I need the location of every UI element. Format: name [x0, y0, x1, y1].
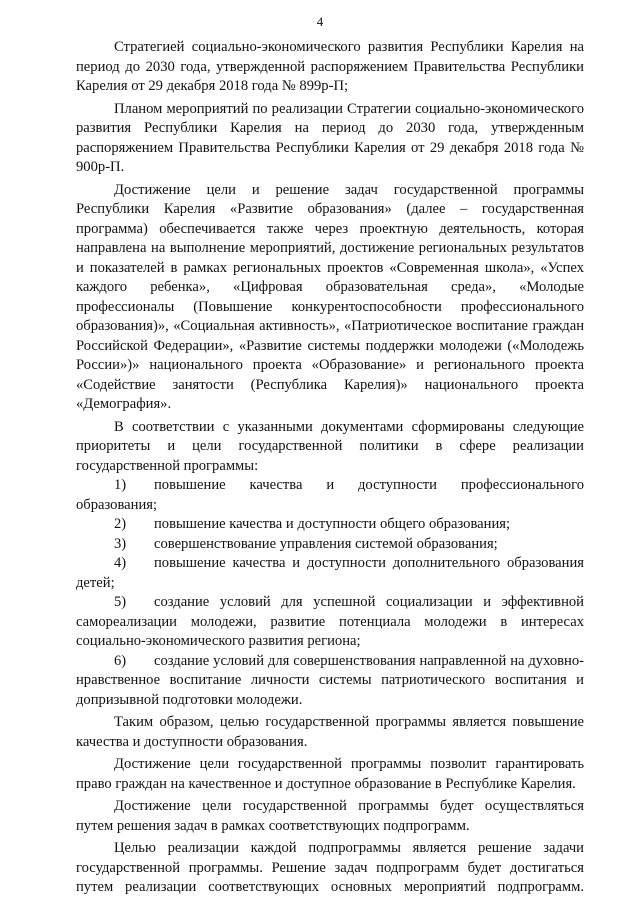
paragraph-subprograms: Достижение цели государственной программы будет осуществляться путем решения задач в рамках соответствующих подпрограмм.: [76, 798, 584, 834]
list-item-number: 4): [114, 555, 127, 571]
document-body: [76, 38, 584, 898]
list-item: [76, 535, 584, 555]
list-item-text: повышение качества и доступности общего образования;: [154, 516, 511, 532]
page-number: 4: [316, 14, 324, 29]
list-item-text: совершенствование управления системой образования;: [154, 535, 498, 552]
list-item: [76, 476, 584, 515]
list-item-text: повышение качества и доступности профессионального образования;: [76, 477, 584, 513]
list-item: [76, 593, 584, 652]
paragraph-guarantee: Достижение цели государственной программы позволит гарантировать право граждан на качественное и доступное образование в Республике Карелия.: [76, 756, 584, 792]
list-item-number: 5): [114, 594, 127, 610]
list-item-number: 1): [114, 477, 127, 493]
list-item-text: создание условий для успешной социализации и эффективной самореализации молодежи, развитие потенциала молодежи в интересах социально-экономического развития региона;: [76, 594, 584, 649]
paragraph-program-goal: Таким образом, целью государственной программы является повышение качества и доступности образования.: [76, 714, 584, 750]
list-item-number: 2): [114, 516, 127, 532]
list-item-number: 6): [114, 652, 127, 669]
list-item: [76, 554, 584, 593]
list-item-text: повышение качества и доступности дополнительного образования детей;: [76, 555, 584, 591]
list-item: [76, 515, 584, 535]
paragraph-subprogram-goals: Целью реализации каждой подпрограммы является решение задачи государственной программы. Решение задач подпрограмм будет достигаться путем реализации соответствующих основных мероприятий подпрограмм.: [76, 840, 584, 895]
list-item-number: 3): [114, 535, 127, 552]
paragraph-project-activity: Достижение цели и решение задач государственной программы Республики Карелия «Развитие образования» (далее – государственная программа) обеспечивается также через проектную деятельность, которая направлена на выполнение мероприятий, достижение региональных результатов и показателей в рамках региональных проектов «Современная школа», «Успех каждого ребенка», «Цифровая образовательная среда», «Молодые профессионалы (Повышение конкурентоспособности профессионального образования)», «Социальная активность», «Патриотическое воспитание граждан Российской Федерации», «Развитие системы поддержки молодежи («Молодежь России»)» национального проекта «Образование» и регионального проекта «Содействие занятости (Республика Карелия)» национального проекта «Демография».: [76, 181, 584, 412]
paragraph-strategy: Стратегией социально-экономического развития Республики Карелия на период до 2030 года, утвержденной распоряжением Правительства Республики Карелия от 29 декабря 2018 года № 899р-П;: [76, 39, 584, 94]
list-item: [76, 652, 584, 711]
list-item-text: создание условий для совершенствования направленной на духовно-нравственное воспитание личности системы патриотического воспитания и допризывной подготовки молодежи.: [76, 652, 584, 708]
paragraph-priorities-intro: В соответствии с указанными документами сформированы следующие приоритеты и цели государственной политики в сфере реализации государственной программы:: [76, 418, 584, 474]
paragraph-action-plan: Планом мероприятий по реализации Стратегии социально-экономического развития Республики Карелия на период до 2030 года, утвержденным распоряжением Правительства Республики Карелия от 29 декабря 2018 года № 900р-П.: [76, 100, 584, 175]
priorities-list: [76, 476, 584, 710]
